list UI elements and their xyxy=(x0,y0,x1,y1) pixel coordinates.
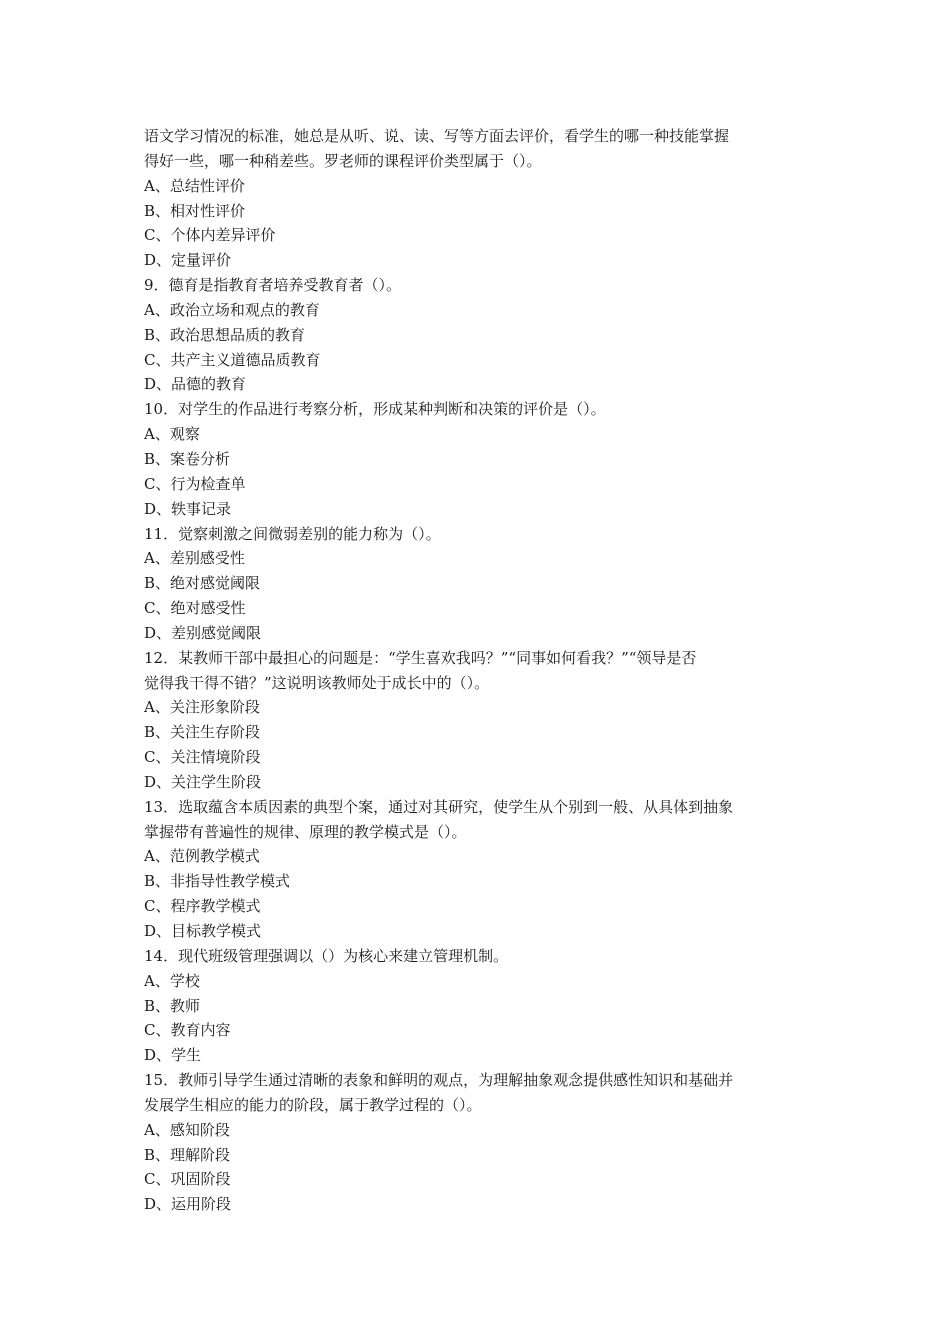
option-c: C、关注情境阶段 xyxy=(144,748,261,767)
option-b: B、政治思想品质的教育 xyxy=(144,325,306,344)
option-d: D、学生 xyxy=(144,1046,202,1065)
question-stem: 9．德育是指教育者培养受教育者（）。 xyxy=(144,276,402,295)
option-c: C、巩固阶段 xyxy=(144,1170,231,1189)
option-d: D、轶事记录 xyxy=(144,499,232,518)
option-b: B、非指导性教学模式 xyxy=(144,872,291,891)
option-d: D、品德的教育 xyxy=(144,375,247,394)
option-b: B、教师 xyxy=(144,996,201,1015)
question-stem: 14．现代班级管理强调以（）为核心来建立管理机制。 xyxy=(144,946,509,965)
option-d: D、目标教学模式 xyxy=(144,922,262,940)
question-stem: 发展学生相应的能力的阶段，属于教学过程的（）。 xyxy=(144,1095,482,1114)
option-b: B、案卷分析 xyxy=(144,449,231,468)
question-stem: 15．教师引导学生通过清晰的表象和鲜明的观点，为理解抽象观念提供感性知识和基础并 xyxy=(144,1071,734,1090)
option-a: A、差别感受性 xyxy=(144,549,245,568)
question-stem: 觉得我干得不错？”这说明该教师处于成长中的（）。 xyxy=(144,673,490,692)
option-b: B、相对性评价 xyxy=(144,201,246,220)
intro-line: 语文学习情况的标准，她总是从听、说、读、写等方面去评价，看学生的哪一种技能掌握 xyxy=(144,127,730,145)
option-c: C、程序教学模式 xyxy=(144,897,261,916)
option-c: C、教育内容 xyxy=(144,1021,231,1040)
question-9 xyxy=(144,273,814,397)
question-stem: 11．觉察刺激之间微弱差别的能力称为（）。 xyxy=(144,524,441,543)
option-a: A、关注形象阶段 xyxy=(144,698,260,717)
intro-block xyxy=(144,124,814,273)
question-stem: 10．对学生的作品进行考察分析，形成某种判断和决策的评价是（）。 xyxy=(144,400,606,419)
option-c: C、共产主义道德品质教育 xyxy=(144,350,321,369)
intro-line: 得好一些，哪一种稍差些。罗老师的课程评价类型属于（）。 xyxy=(144,151,542,170)
option-d: D、运用阶段 xyxy=(144,1195,232,1214)
option-d: D、定量评价 xyxy=(144,251,232,270)
question-stem: 掌握带有普遍性的规律、原理的教学模式是（）。 xyxy=(144,822,467,841)
question-10 xyxy=(144,397,814,521)
question-13 xyxy=(144,795,814,944)
document-page xyxy=(144,124,814,1217)
option-d: D、差别感觉阈限 xyxy=(144,623,262,642)
question-12 xyxy=(144,646,814,795)
option-a: A、观察 xyxy=(144,425,200,444)
question-15 xyxy=(144,1068,814,1217)
option-b: B、绝对感觉阈限 xyxy=(144,574,261,593)
option-c: C、个体内差异评价 xyxy=(144,226,276,245)
question-14 xyxy=(144,944,814,1068)
option-c: C、行为检查单 xyxy=(144,474,246,493)
option-a: A、总结性评价 xyxy=(144,176,245,195)
question-stem: 12．某教师干部中最担心的问题是：“学生喜欢我吗？”“同事如何看我？”“领导是否 xyxy=(144,648,697,667)
option-a: A、范例教学模式 xyxy=(144,847,260,866)
option-a: A、政治立场和观点的教育 xyxy=(144,300,320,319)
option-c: C、绝对感受性 xyxy=(144,599,246,618)
option-a: A、学校 xyxy=(144,971,200,990)
option-d: D、关注学生阶段 xyxy=(144,772,262,791)
question-11 xyxy=(144,522,814,646)
option-b: B、关注生存阶段 xyxy=(144,723,261,742)
question-stem: 13．选取蕴含本质因素的典型个案，通过对其研究，使学生从个别到一般、从具体到抽象 xyxy=(144,797,734,816)
option-a: A、感知阶段 xyxy=(144,1120,230,1139)
option-b: B、理解阶段 xyxy=(144,1145,231,1164)
